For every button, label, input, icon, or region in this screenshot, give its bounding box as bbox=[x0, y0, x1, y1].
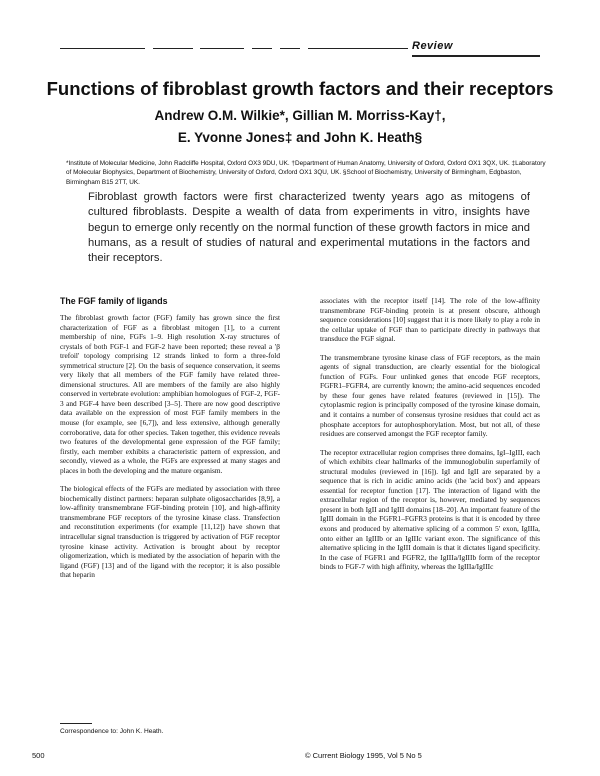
left-paragraph-1: The fibroblast growth factor (FGF) family has grown since the first characterization of FGF as a fibroblast mitogen [1], to a current membership of nine, FGFs 1–9. High resolution X-ray structures of crystals of both FGF-1 and FGF-2 have been reported; these reveal a 'β trefoil' topology comprising 12 strands linked to form a three-fold symmetrical structure [2]. On the basis of sequence conservation, it seems very likely that all members of the FGF family have related three-dimensional structures. All are members of the family are also highly conserved in vertebrate evolution: amphibian homologues of FGF-2, FGF-3 and FGF-4 have been described [3–5]. There are now good descriptive data available on the expression of most FGF family members in the mouse (for example, see [6,7]), and less extensive, although generally corroborative, data for other species. Taken together, this evidence reveals two features of the developmental gene expression of the FGF family; firstly, each member exhibits a characteristic pattern of expression, and secondly, viewed as a whole, the FGFs are expressed at many stages and places in both the developing and the mature organism. bbox=[60, 313, 280, 475]
journal-citation: © Current Biology 1995, Vol 5 No 5 bbox=[305, 751, 422, 760]
header-rule-3 bbox=[200, 48, 244, 49]
header-rule-section bbox=[412, 55, 540, 57]
abstract: Fibroblast growth factors were first characterized twenty years ago as mitogens of cultured fibroblasts. Despite a wealth of data from experiments in vitro, insights have begun to emerge only recently on the normal function of these growth factors in mice and humans, as a result of studies of natural and experimental mutations in the factors and their receptors. bbox=[88, 191, 530, 265]
authors-line-1: Andrew O.M. Wilkie*, Gillian M. Morriss-Kay†, bbox=[154, 108, 446, 123]
page-number: 500 bbox=[32, 751, 45, 760]
right-paragraph-3: The receptor extracellular region comprises three domains, IgI–IgIII, each of which exhibits clear hallmarks of the immunoglobulin superfamily of structural modules (reviewed in [16]). IgI and IgII are separated by a sequence that is rich in acidic amino acids (the 'acid box') and appears essential for receptor function [17]. The interaction of ligand with the extracellular region of the receptor is, however, mediated by sequences present in both IgII and IgIII domains [18–20]. An important feature of the IgIII domain in the FGFR1–FGFR3 proteins is that it is encoded by three exons and produced by alternative splicing of a common 5' exon, IgIIIa, onto either an IgIIIb or an IgIIIc variant exon. The significance of this alternative splicing in the IgIII domain is that it dictates ligand specificity. In the case of FGFR1 and FGFR2, the IgIIIa/IgIIIb form of the receptor binds to FGF-7 with high affinity, whereas the IgIIIa/IgIIIc bbox=[320, 447, 540, 572]
header-rule-1 bbox=[60, 48, 145, 49]
left-column bbox=[60, 313, 280, 589]
authors-line-2: E. Yvonne Jones‡ and John K. Heath§ bbox=[177, 130, 423, 145]
left-paragraph-2: The biological effects of the FGFs are mediated by association with three biochemically distinct partners: heparan sulphate oligosaccharides [8,9], a low-affinity transmembrane FGF-binding protein [10], and high-affinity transmembrane FGF receptors of the tyrosine kinase class. Transfection and reconstitution experiments (for example [11,12]) have shown that intracellular signal transduction is triggered by activation of FGF receptor tyrosine kinase activity. Activation is brought about by receptor oligomerization, which is mediated by the association of heparin with the ligand (FGF) [13] and of the ligand with the receptor; it is also possible that heparin bbox=[60, 484, 280, 580]
footnote: Correspondence to: John K. Heath. bbox=[60, 728, 164, 735]
header-rule-4 bbox=[252, 48, 272, 49]
section-heading: The FGF family of ligands bbox=[60, 296, 168, 306]
header-rules bbox=[60, 44, 540, 54]
section-label: Review bbox=[412, 40, 453, 52]
right-paragraph-2: The transmembrane tyrosine kinase class of FGF receptors, as the main agents of signal transduction, are clearly essential for the biological function of FGFs. Four unlinked genes that encode FGF receptors, FGFR1–FGFR4, are currently known; the amino-acid sequences encoded by these four genes have related features (reviewed in [15]). The cytoplasmic region is principally composed of the tyrosine kinase domain, and it contains a number of consensus tyrosine residues that could act as phosphate acceptors for autophosphorylation. Most, but not all, of these residues are conserved amongst the FGF receptor family. bbox=[320, 352, 540, 439]
header-rule-2 bbox=[153, 48, 193, 49]
article-title: Functions of fibroblast growth factors and their receptors bbox=[46, 78, 554, 99]
right-column bbox=[320, 296, 540, 581]
affiliations: *Institute of Molecular Medicine, John Radcliffe Hospital, Oxford OX3 9DU, UK. †Department of Human Anatomy, University of Oxford, Oxford OX1 3QX, UK. ‡Laboratory of Molecular Biophysics, Department of Biochemistry, University of Oxford, Oxford OX1 3QU, UK. §School of Biochemistry, University of Birmingham, Edgbaston, Birmingham B15 2TT, UK. bbox=[66, 160, 546, 186]
header-rule-6 bbox=[308, 48, 408, 49]
right-paragraph-1: associates with the receptor itself [14]. The role of the low-affinity transmembrane FGF-binding protein is at present obscure, although sequence considerations [10] suggest that it is more likely to play a role in the cellular uptake of FGF than to participate directly in pathways that transduce the FGF signal. bbox=[320, 296, 540, 344]
header-rule-5 bbox=[280, 48, 300, 49]
footnote-rule bbox=[60, 723, 92, 724]
